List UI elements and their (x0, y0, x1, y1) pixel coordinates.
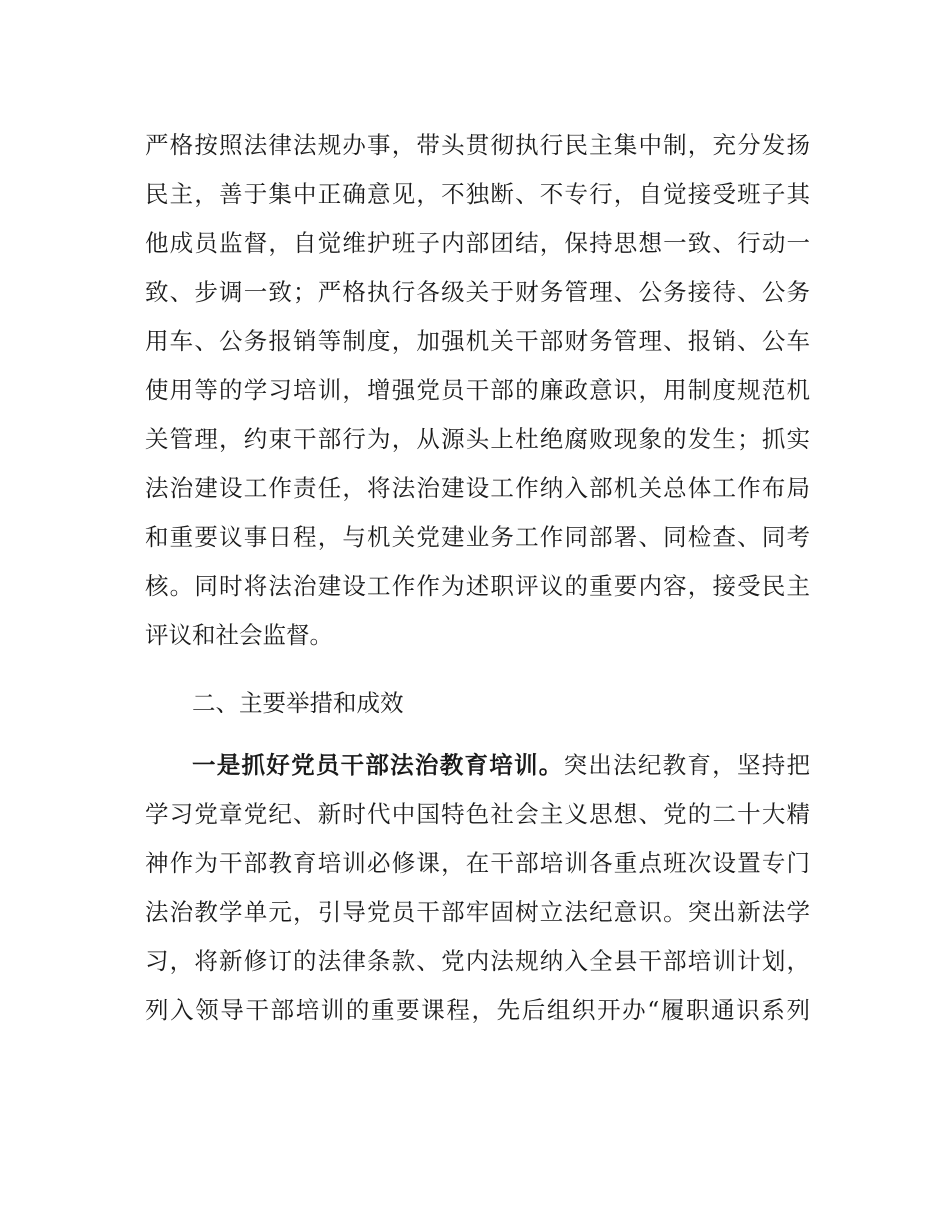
paragraph-line: 习，将新修订的法律条款、党内法规纳入全县干部培训计划， (145, 947, 810, 975)
paragraph-line: 核。同时将法治建设工作作为述职评议的重要内容，接受民主 (145, 572, 810, 600)
paragraph-first-line (192, 750, 810, 780)
paragraph-line: 他成员监督，自觉维护班子内部团结，保持思想一致、行动一 (145, 229, 810, 257)
paragraph-line: 法治教学单元，引导党员干部牢固树立法纪意识。突出新法学 (145, 898, 810, 926)
paragraph-line: 关管理，约束干部行为，从源头上杜绝腐败现象的发生；抓实 (145, 425, 810, 453)
paragraph-line: 神作为干部教育培训必修课，在干部培训各重点班次设置专门 (145, 849, 810, 877)
paragraph-line: 严格按照法律法规办事，带头贯彻执行民主集中制，充分发扬 (145, 131, 810, 159)
paragraph-line: 使用等的学习培训，增强党员干部的廉政意识，用制度规范机 (145, 376, 810, 404)
paragraph-line: 评议和社会监督。 (145, 621, 333, 649)
paragraph-lead-title: 一是抓好党员干部法治教育培训。 (192, 751, 564, 779)
paragraph-line: 民主，善于集中正确意见，不独断、不专行，自觉接受班子其 (145, 180, 810, 208)
paragraph-line: 列入领导干部培训的重要课程，先后组织开办“履职通识系列 (145, 996, 810, 1024)
paragraph-first-line-text: 突出法纪教育，坚持把 (563, 751, 810, 779)
paragraph-line: 学习党章党纪、新时代中国特色社会主义思想、党的二十大精 (145, 800, 810, 828)
section-heading: 二、主要举措和成效 (192, 689, 404, 717)
paragraph-line: 致、步调一致；严格执行各级关于财务管理、公务接待、公务 (145, 278, 810, 306)
paragraph-line: 和重要议事日程，与机关党建业务工作同部署、同检查、同考 (145, 523, 810, 551)
paragraph-line: 法治建设工作责任，将法治建设工作纳入部机关总体工作布局 (145, 474, 810, 502)
paragraph-line: 用车、公务报销等制度，加强机关干部财务管理、报销、公车 (145, 327, 810, 355)
